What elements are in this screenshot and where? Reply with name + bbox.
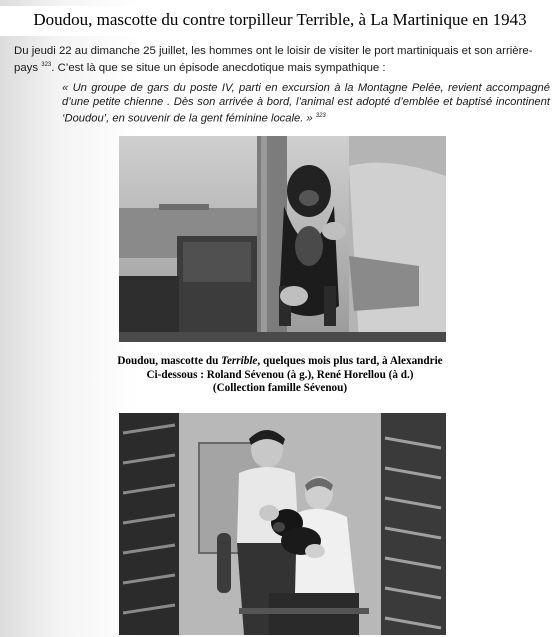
intro-paragraph bbox=[14, 44, 550, 75]
intro-text-end: . C’est là que se situe un épisode anecdotique mais sympathique : bbox=[51, 61, 386, 74]
quote-paragraph bbox=[62, 81, 550, 126]
caption-line-1 bbox=[60, 355, 500, 369]
caption-line-2: Ci-dessous : Roland Sévenou (à g.), René Horellou (à d.) bbox=[146, 368, 414, 381]
caption-line-1-prefix: Doudou, mascotte du bbox=[117, 355, 222, 367]
intro-footnote-ref: 323 bbox=[41, 62, 52, 68]
quote-footnote-ref: 323 bbox=[315, 113, 326, 119]
caption-ship-name: Terrible bbox=[221, 355, 258, 367]
quote-text: « Un groupe de gars du poste IV, parti en excursion à la Montagne Pelée, revient accompagné d’une petite chienne . Dès son arrivée à bord, l’animal est adopté d’emblée et baptisé incontinent ‘Doudou’, en souvenir de la gent féminine locale. » bbox=[62, 82, 550, 125]
caption-line-1-suffix: , quelques mois plus tard, à Alexandrie bbox=[257, 355, 443, 367]
intro-text: Du jeudi 22 au dimanche 25 juillet, les hommes ont le loisir de visiter le port martiniquais et son arrière-pays bbox=[14, 45, 533, 74]
caption-line-3: (Collection famille Sévenou) bbox=[212, 382, 348, 394]
photo-caption bbox=[60, 355, 500, 396]
photo-dog-on-deck bbox=[119, 136, 446, 342]
photo-sailors-with-dog bbox=[119, 413, 446, 635]
page-title: Doudou, mascotte du contre torpilleur Terrible, à La Martinique en 1943 bbox=[0, 6, 560, 36]
